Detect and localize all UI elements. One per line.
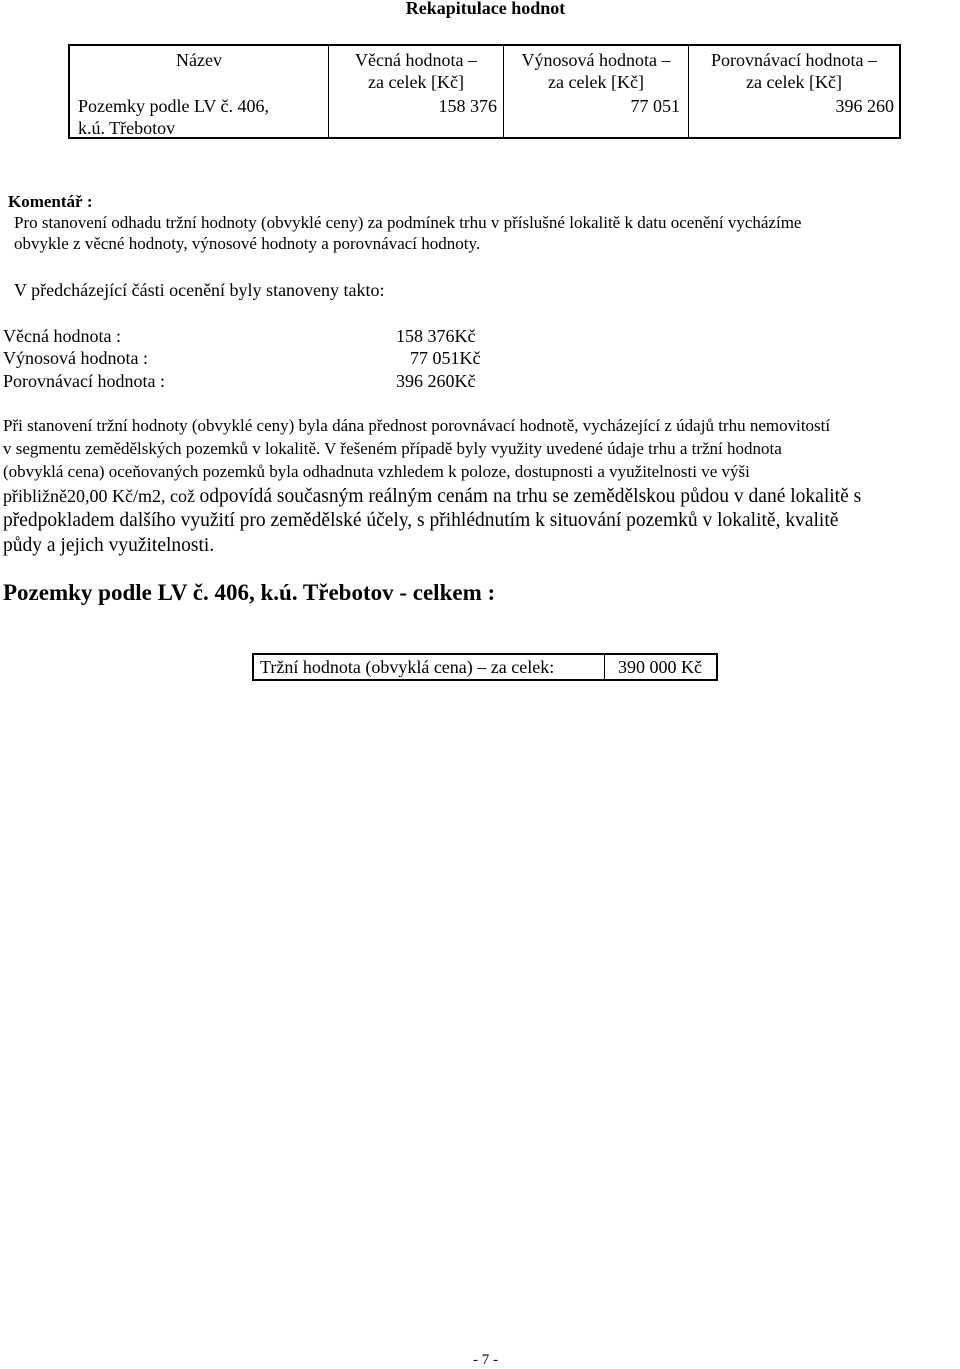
header-cost-line2: za celek [Kč] (368, 72, 464, 92)
previous-intro: V předcházející části ocenění byly stanoveny takto: (14, 280, 385, 300)
value-cost: 158 376Kč (396, 326, 476, 346)
header-comparative-line2: za celek [Kč] (746, 72, 842, 92)
header-income-line1: Výnosová hodnota – (521, 50, 671, 70)
conclusion-line4b: odpovídá současným reálným cenám na trhu se zemědělskou půdou v dané lokalitě s (199, 486, 862, 507)
conclusion-line: půdy a jejich využitelnosti. (3, 535, 215, 556)
market-value-amount: 390 000 Kč (618, 657, 702, 677)
header-name: Název (176, 50, 222, 70)
page-number: - 7 - (473, 1352, 498, 1368)
value-label-income: Výnosová hodnota : (3, 348, 148, 368)
row-comparative: 396 260 (835, 96, 894, 116)
header-comparative-line1: Porovnávací hodnota – (711, 50, 877, 70)
header-income-line2: za celek [Kč] (548, 72, 644, 92)
value-comparative: 396 260Kč (396, 371, 476, 391)
market-value-box (252, 653, 718, 681)
comment-line: obvykle z věcné hodnoty, výnosové hodnoty a porovnávací hodnoty. (14, 234, 481, 253)
conclusion-line: v segmentu zemědělských pozemků v lokalitě. V řešeném případě byly využity uvedené údaje trhu a tržní hodnota (3, 439, 782, 458)
conclusion-line4a: přibližně20,00 Kč/m2, což (3, 486, 195, 506)
row-name-line1: Pozemky podle LV č. 406, (78, 96, 269, 116)
conclusion-line: (obvyklá cena) oceňovaných pozemků byla odhadnuta vzhledem k poloze, dostupnosti a využitelnosti ve výši (3, 462, 750, 481)
conclusion-line: předpokladem dalšího využití pro zemědělské účely, s přihlédnutím k situování pozemků v lokalitě, kvalitě (3, 510, 839, 531)
row-income: 77 051 (630, 96, 680, 116)
value-income: 77 051Kč (410, 348, 481, 368)
conclusion-line (3, 484, 861, 509)
conclusion-line: Při stanovení tržní hodnoty (obvyklé ceny) byla dána přednost porovnávací hodnotě, vycházející z údajů trhu nemovitostí (3, 416, 831, 435)
page-title: Rekapitulace hodnot (405, 0, 566, 18)
comment-heading: Komentář : (8, 192, 93, 211)
header-cost-line1: Věcná hodnota – (355, 50, 477, 70)
comment-line: Pro stanovení odhadu tržní hodnoty (obvyklé ceny) za podmínek trhu v příslušné lokalitě k datu ocenění vycházíme (14, 213, 802, 232)
row-name-line2: k.ú. Třebotov (78, 118, 176, 138)
recap-table (68, 44, 901, 139)
row-cost: 158 376 (438, 96, 497, 116)
value-label-comparative: Porovnávací hodnota : (3, 371, 165, 391)
market-value-divider (604, 655, 605, 679)
market-value-label: Tržní hodnota (obvyklá cena) – za celek: (260, 657, 555, 677)
value-label-cost: Věcná hodnota : (3, 326, 121, 346)
section-title: Pozemky podle LV č. 406, k.ú. Třebotov - celkem : (3, 580, 496, 605)
